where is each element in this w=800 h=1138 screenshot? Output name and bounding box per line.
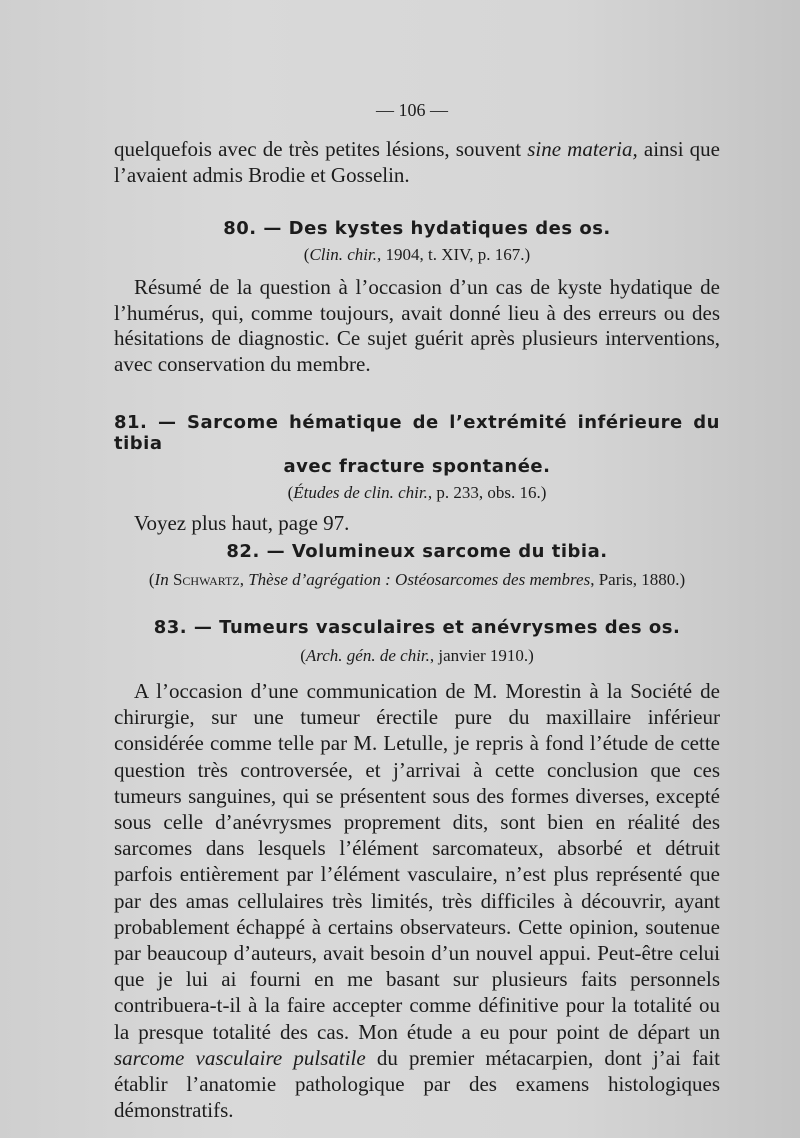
section-83-body-main: A l’occasion d’une communication de M. Morestin à la Société de chirurgie, sur une tumeur érectile pure du maxillaire inférieur considérée comme telle par M. Letulle, je repris à fond l’étude de cette question très controversée, et j’arrivai à cette conclusion que ces tumeurs sanguines, qui se présentent sous des formes diverses, excepté sous celle d’anévrysmes proprement dits, sont bien en réalité des sarcomes dans lesquels l’élément sarcomateux, absorbé et détruit parfois entièrement par l’élément vasculaire, n’est plus représenté que par des amas cellulaires très limités, très difficiles à découvrir, ayant probablement échappé à certains observateurs. Cette opinion, soutenue par beaucoup d’auteurs, avait besoin d’un nouvel appui. Peut-être celui que je lui ai fourni en me basant sur plusieurs faits personnels contribuera-t-il à la faire accepter comme définitive pour la totalité ou la presque totalité des cas. Mon étude a eu pour point de départ un: [114, 679, 720, 1044]
section-80-number: 80.: [223, 218, 257, 239]
ref-journal: Arch. gén. de chir.: [305, 646, 430, 665]
section-83-number: 83.: [153, 617, 188, 638]
section-81-reference: [114, 483, 720, 503]
ref-details: , janvier 1910.): [429, 646, 534, 665]
ref-details: , p. 233, obs. 16.): [427, 483, 547, 502]
section-81-heading-line1: [114, 412, 720, 454]
ref-details: , 1904, t. XIV, p. 167.): [377, 245, 531, 264]
intro-text: quelquefois avec de très petites lésions, souvent: [114, 137, 528, 161]
section-82-heading: [114, 541, 720, 562]
section-81: [114, 412, 720, 537]
ref-journal: Études de clin. chir.: [293, 483, 428, 502]
ref-open: (: [300, 646, 306, 665]
section-80-reference: [114, 245, 720, 265]
section-83-heading: [114, 617, 720, 638]
section-81-heading-line2: avec fracture spontanée.: [283, 456, 551, 477]
section-80: [114, 218, 720, 377]
intro-paragraph: [114, 137, 720, 188]
intro-italic: sine materia,: [527, 137, 638, 161]
section-80-heading: [114, 218, 720, 239]
section-83-reference: [114, 646, 720, 666]
ref-details: , Paris, 1880.): [590, 570, 686, 589]
section-82-title: — Volumineux sarcome du tibia.: [266, 541, 608, 562]
section-83: [114, 617, 720, 1123]
ref-author: Schwartz: [172, 570, 240, 589]
section-81-body: Voyez plus haut, page 97.: [134, 511, 350, 535]
section-83-body: [114, 678, 720, 1123]
section-83-title: — Tumeurs vasculaires et anévrysmes des os.: [193, 617, 681, 638]
section-81-number: 81.: [114, 412, 148, 433]
ref-open: (: [287, 483, 294, 502]
intro-text-end: ainsi que l’avaient admis Brodie et Gosselin.: [114, 137, 721, 187]
page-number: — 106 —: [376, 100, 448, 120]
ref-title: Thèse d’agrégation : Ostéosarcomes des membres: [248, 570, 591, 589]
section-83-body-italic: sarcome vasculaire pulsatile: [114, 1045, 366, 1070]
ref-journal: Clin. chir.: [309, 245, 378, 264]
section-81-title: — Sarcome hématique de l’extrémité inférieure du tibia: [114, 412, 720, 454]
section-82: [114, 541, 720, 590]
section-82-reference: [114, 570, 720, 590]
ref-separator: ,: [239, 570, 249, 589]
ref-in: In: [154, 570, 169, 589]
section-80-title: — Des kystes hydatiques des os.: [263, 218, 611, 239]
ref-open: (: [303, 245, 310, 264]
section-82-number: 82.: [226, 541, 260, 562]
ref-open: (: [148, 570, 155, 589]
section-80-body: Résumé de la question à l’occasion d’un cas de kyste hydatique de l’humérus, qui, comme toujours, avait donné lieu à des erreurs ou des hésitations de diagnostic. Ce sujet guérit après plusieurs interventions, avec conservation du membre.: [114, 275, 720, 376]
section-83-body-end: du premier métacarpien, dont j’ai fait établir l’anatomie pathologique par des examens histologiques démonstratifs.: [114, 1045, 720, 1123]
